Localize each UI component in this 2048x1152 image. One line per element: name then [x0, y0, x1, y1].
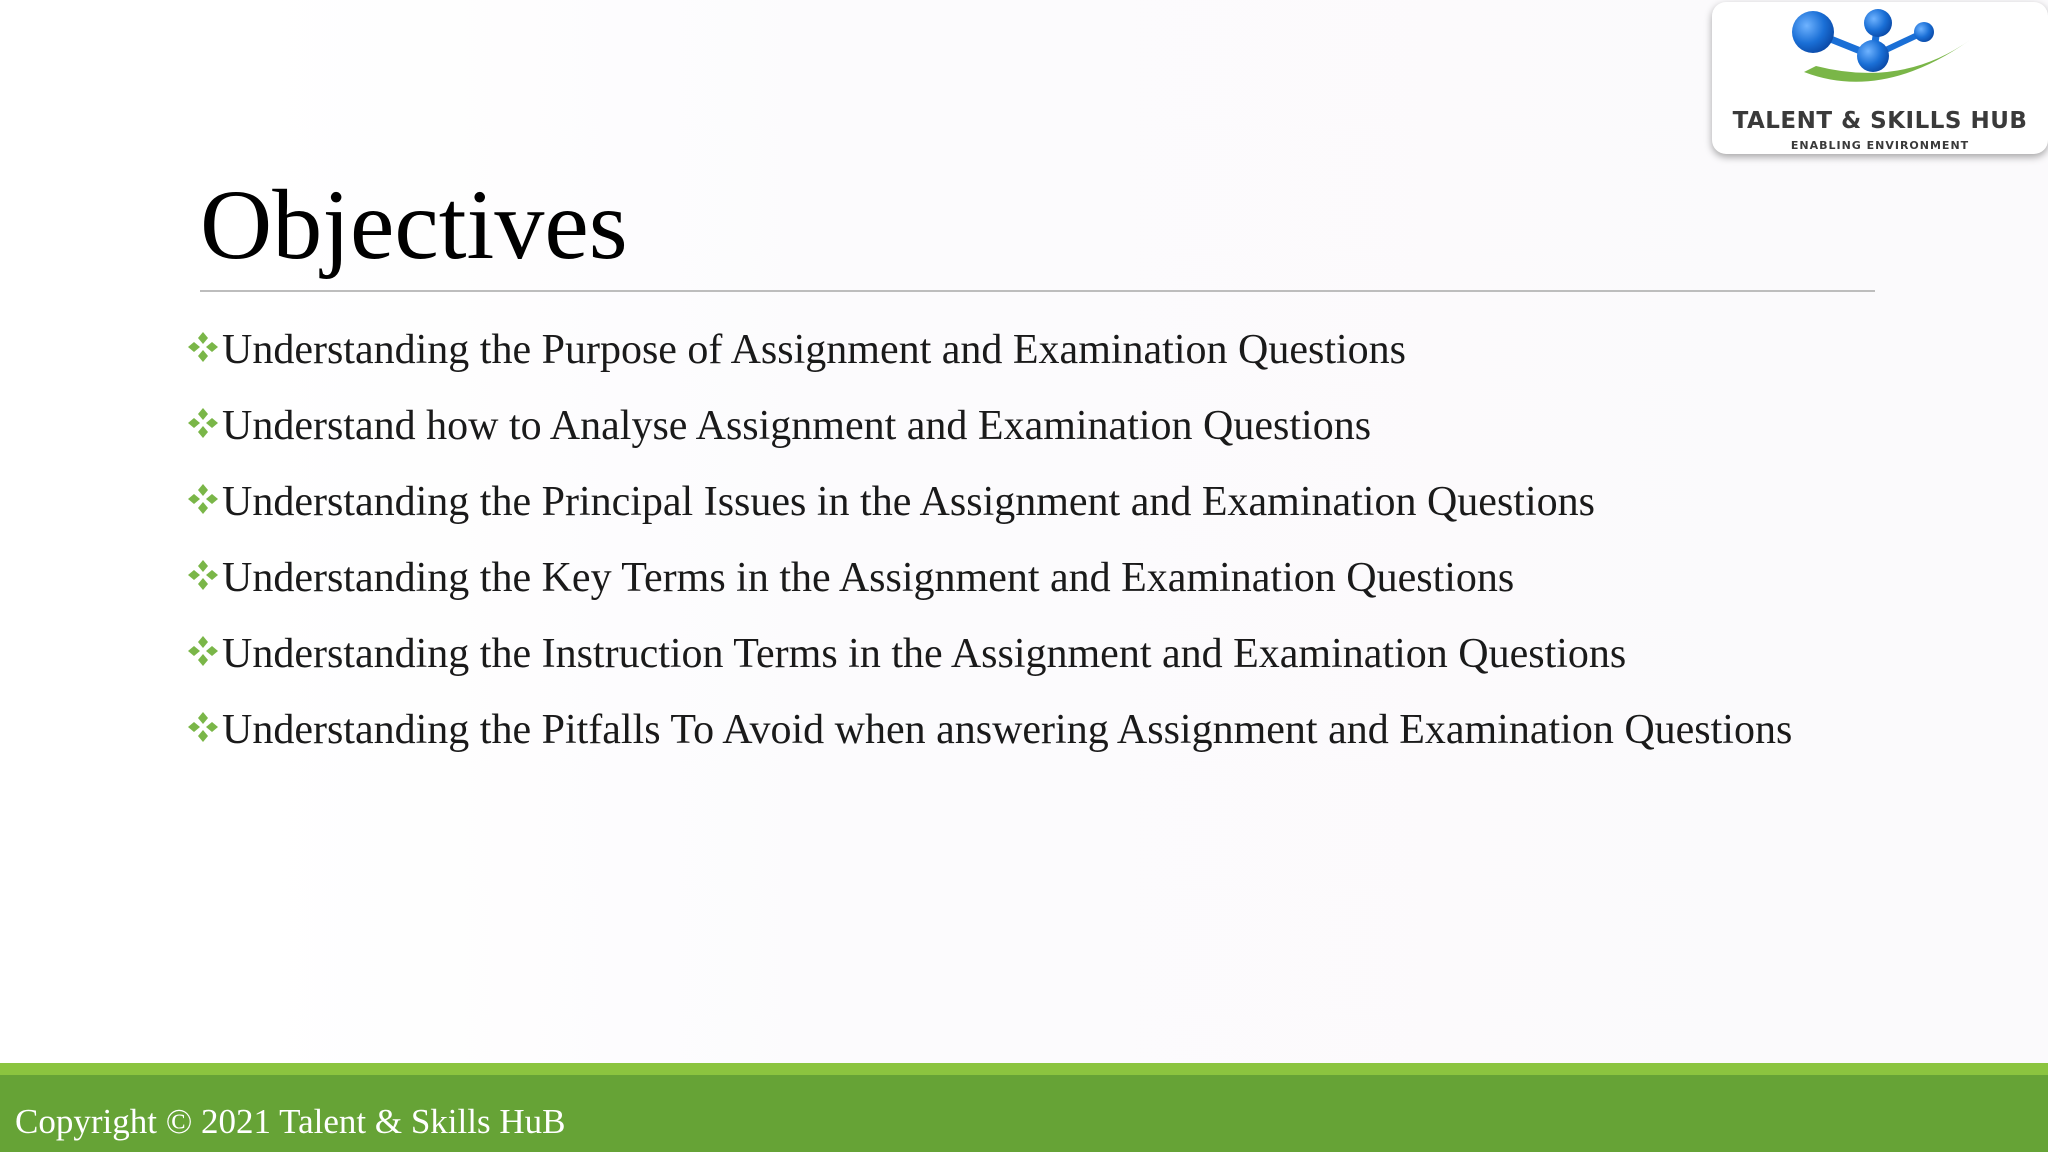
logo-company-name: TALENT & SKILLS HUB — [1732, 108, 2028, 134]
diamond-bullet-icon — [186, 634, 220, 668]
objective-text: Understanding the Pitfalls To Avoid when answering Assignment and Examination Questions — [222, 707, 1793, 753]
objective-text: Understanding the Principal Issues in the Assignment and Examination Questions — [222, 479, 1595, 525]
objective-item — [186, 692, 1792, 768]
diamond-bullet-icon — [186, 330, 220, 364]
title-divider — [200, 290, 1875, 292]
copyright-text: Copyright © 2021 Talent & Skills HuB — [15, 1102, 566, 1141]
objective-text: Understanding the Instruction Terms in the Assignment and Examination Questions — [222, 631, 1627, 677]
objective-item — [186, 540, 1792, 616]
objective-item — [186, 312, 1792, 388]
objective-text: Understanding the Key Terms in the Assignment and Examination Questions — [222, 555, 1515, 601]
objective-item — [186, 464, 1792, 540]
diamond-bullet-icon — [186, 710, 220, 744]
logo-tagline: ENABLING ENVIRONMENT — [1790, 139, 1970, 152]
molecule-logo-icon — [1712, 2, 2048, 112]
diamond-bullet-icon — [186, 558, 220, 592]
footer-accent-stripe — [0, 1063, 2048, 1075]
objectives-list — [186, 312, 1792, 768]
slide-title: Objectives — [200, 169, 628, 280]
objective-item — [186, 616, 1792, 692]
diamond-bullet-icon — [186, 482, 220, 516]
diamond-bullet-icon — [186, 406, 220, 440]
objective-text: Understand how to Analyse Assignment and Examination Questions — [222, 403, 1372, 449]
company-logo — [1712, 2, 2048, 154]
objective-text: Understanding the Purpose of Assignment and Examination Questions — [222, 327, 1407, 373]
objective-item — [186, 388, 1792, 464]
